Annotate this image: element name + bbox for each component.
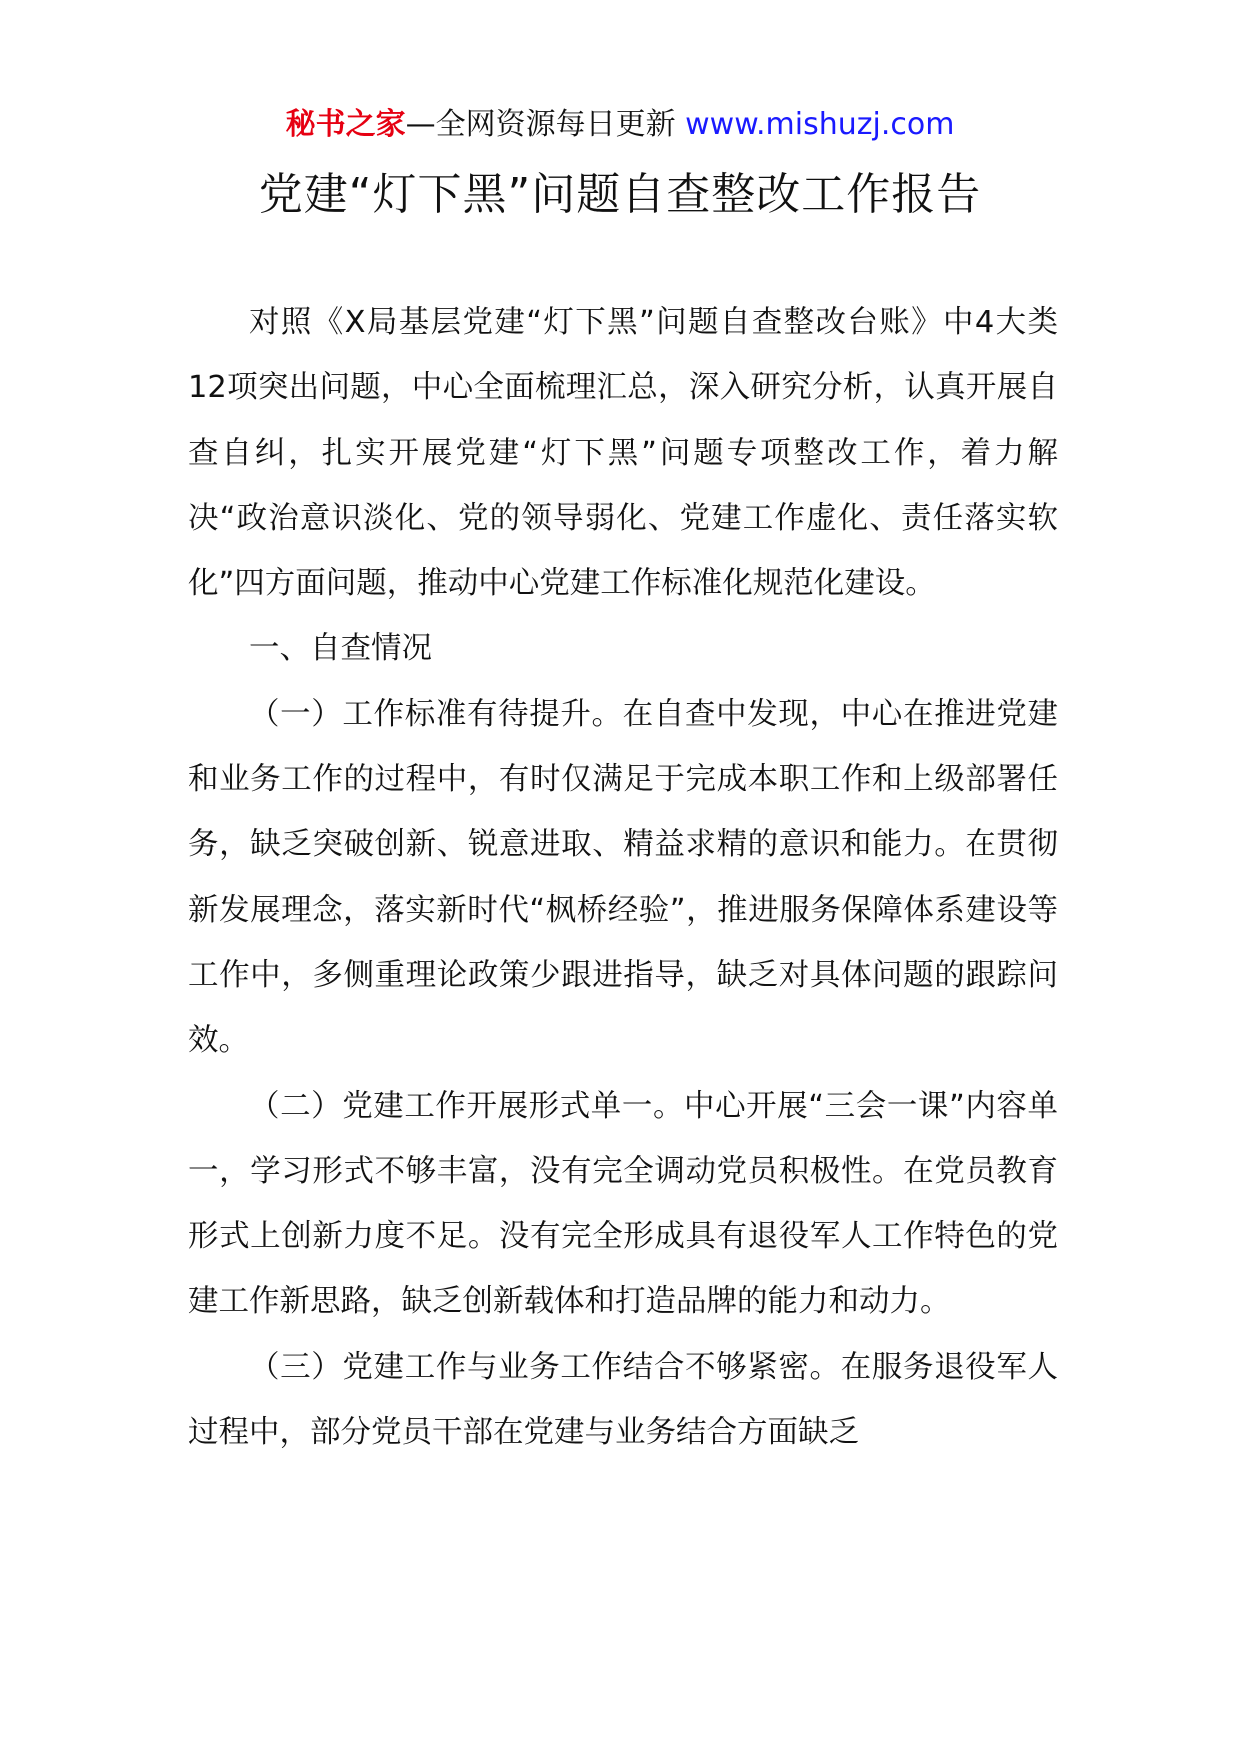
brand-name: 秘书之家 bbox=[285, 107, 406, 142]
section-heading: 一、自查情况 bbox=[249, 631, 432, 667]
intro-paragraph: 对照《X局基层党建“灯下黑”问题自查整改台账》中4大类12项突出问题，中心全面梳理汇总，深入研究分析，认真开展自查自纠，扎实开展党建“灯下黑”问题专项整改工作，着力解决“政治意识淡化、党的领导弱化、党建工作虚化、责任落实软化”四方面问题，推动中心党建工作标准化规范化建设。 bbox=[188, 305, 1058, 602]
paragraph-item-2: （二）党建工作开展形式单一。中心开展“三会一课”内容单一，学习形式不够丰富，没有完全调动党员积极性。在党员教育形式上创新力度不足。没有完全形成具有退役军人工作特色的党建工作新思路，缺乏创新载体和打造品牌的能力和动力。 bbox=[188, 1088, 1058, 1320]
paragraph-item-1: （一）工作标准有待提升。在自查中发现，中心在推进党建和业务工作的过程中，有时仅满足于完成本职工作和上级部署任务，缺乏突破创新、锐意进取、精益求精的意识和能力。在贯彻新发展理念，落实新时代“枫桥经验”，推进服务保障体系建设等工作中，多侧重理论政策少跟进指导，缺乏对具体问题的跟踪问效。 bbox=[188, 696, 1058, 1059]
header-tagline: —全网资源每日更新 bbox=[405, 107, 676, 142]
site-url-link[interactable]: www.mishuzj.com bbox=[685, 107, 955, 142]
site-header bbox=[0, 100, 1240, 150]
document-title: 党建“灯下黑”问题自查整改工作报告 bbox=[258, 169, 982, 220]
document-body bbox=[188, 290, 1058, 1465]
paragraph-item-3: （三）党建工作与业务工作结合不够紧密。在服务退役军人过程中，部分党员干部在党建与业务结合方面缺乏 bbox=[188, 1349, 1058, 1451]
